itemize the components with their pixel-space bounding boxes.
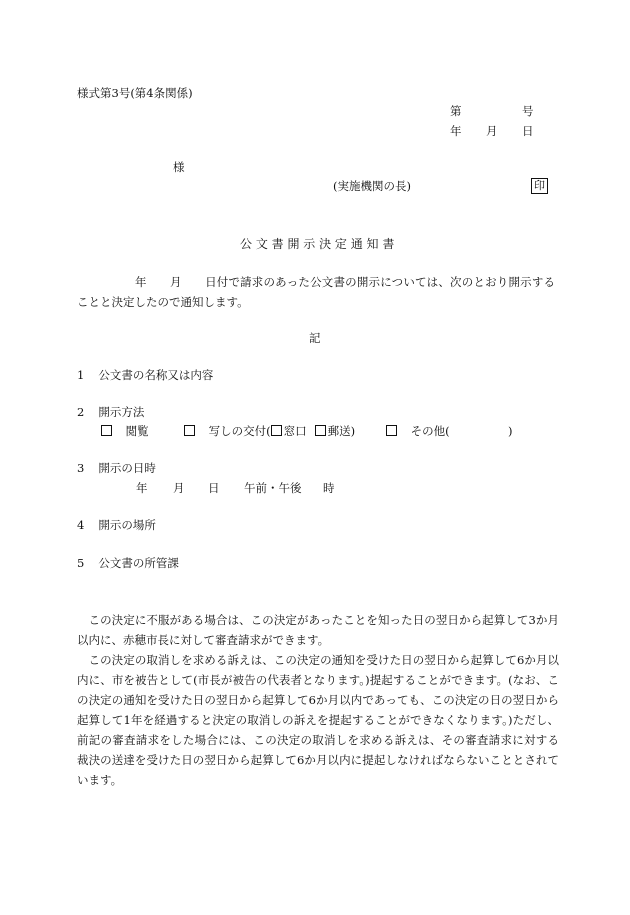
item-label: 公文書の名称又は内容 (98, 368, 214, 382)
method-view-option (101, 424, 149, 439)
item-label: 公文書の所管課 (98, 556, 179, 570)
item-2 (77, 405, 144, 420)
method-other-label: その他( (410, 424, 450, 438)
item-5 (77, 556, 179, 571)
method-copy-label: 写しの交付( (208, 424, 271, 438)
item-1 (77, 368, 213, 383)
checkbox-icon (315, 425, 326, 436)
method-copy-option (184, 424, 355, 439)
method-view-label: 閲覧 (125, 424, 149, 438)
method-other-close: ) (508, 424, 513, 438)
item-number: 4 (77, 518, 85, 532)
addressee-honorific: 様 (173, 160, 185, 174)
notice-paragraph-1: この決定に不服がある場合は、この決定があったことを知った日の翌日から起算して3か月以内に、赤穂市長に対して審査請求ができます。 (77, 613, 559, 647)
issuer-label: (実施機関の長) (333, 179, 411, 193)
datetime-year: 年 (136, 481, 148, 495)
notice-paragraph-2: この決定の取消しを求める訴えは、この決定の通知を受けた日の翌日から起算して6か月以内に、市を被告として(市長が被告の代表者となります。)提起することができます。(なお、この決定の通知を受けた日の翌日から起算して6か月以内であっても、この決定の日の翌日から起算して1年を経過すると決定の取消しの訴えを提起することができなくなります。)ただし、前記の審査請求をした場合には、この決定の取消しを求める訴えは、その審査請求に対する裁決の送達を受けた日の翌日から起算して6か月以内に提起しなければならないこととされています。 (77, 653, 559, 787)
document-title: 公 文 書 開 示 決 定 通 知 書 (240, 237, 395, 251)
ki-heading: 記 (309, 331, 321, 345)
item-number: 3 (77, 461, 85, 475)
checkbox-icon (386, 425, 397, 436)
datetime-day: 日 (208, 481, 220, 495)
doc-number-suffix: 号 (522, 104, 534, 118)
item-label: 開示方法 (98, 405, 145, 419)
intro-paragraph: 年 月 日付で請求のあった公文書の開示については、次のとおり開示することと決定したので通知します。 (77, 275, 555, 309)
item-number: 2 (77, 405, 85, 419)
appeal-notice (77, 610, 559, 790)
seal-text: 印 (531, 178, 548, 194)
item-4 (77, 518, 156, 533)
date-day: 日 (522, 124, 534, 138)
checkbox-icon (184, 425, 195, 436)
form-label: 様式第3号(第4条関係) (77, 86, 193, 100)
seal-mark (531, 178, 548, 194)
date-year: 年 (450, 124, 462, 138)
checkbox-icon (101, 425, 112, 436)
date-month: 月 (486, 124, 498, 138)
datetime-month: 月 (173, 481, 185, 495)
datetime-hour: 時 (323, 481, 335, 495)
method-other-option (386, 424, 450, 439)
item-number: 1 (77, 368, 85, 382)
item-label: 開示の場所 (98, 518, 156, 532)
item-3 (77, 461, 156, 476)
item-label: 開示の日時 (98, 461, 156, 475)
datetime-ampm: 午前・午後 (244, 481, 302, 495)
doc-number-label: 第 (450, 104, 462, 118)
method-mail-label: 郵送) (327, 424, 356, 438)
method-window-label: 窓口 (283, 424, 307, 438)
checkbox-icon (271, 425, 282, 436)
item-number: 5 (77, 556, 85, 570)
